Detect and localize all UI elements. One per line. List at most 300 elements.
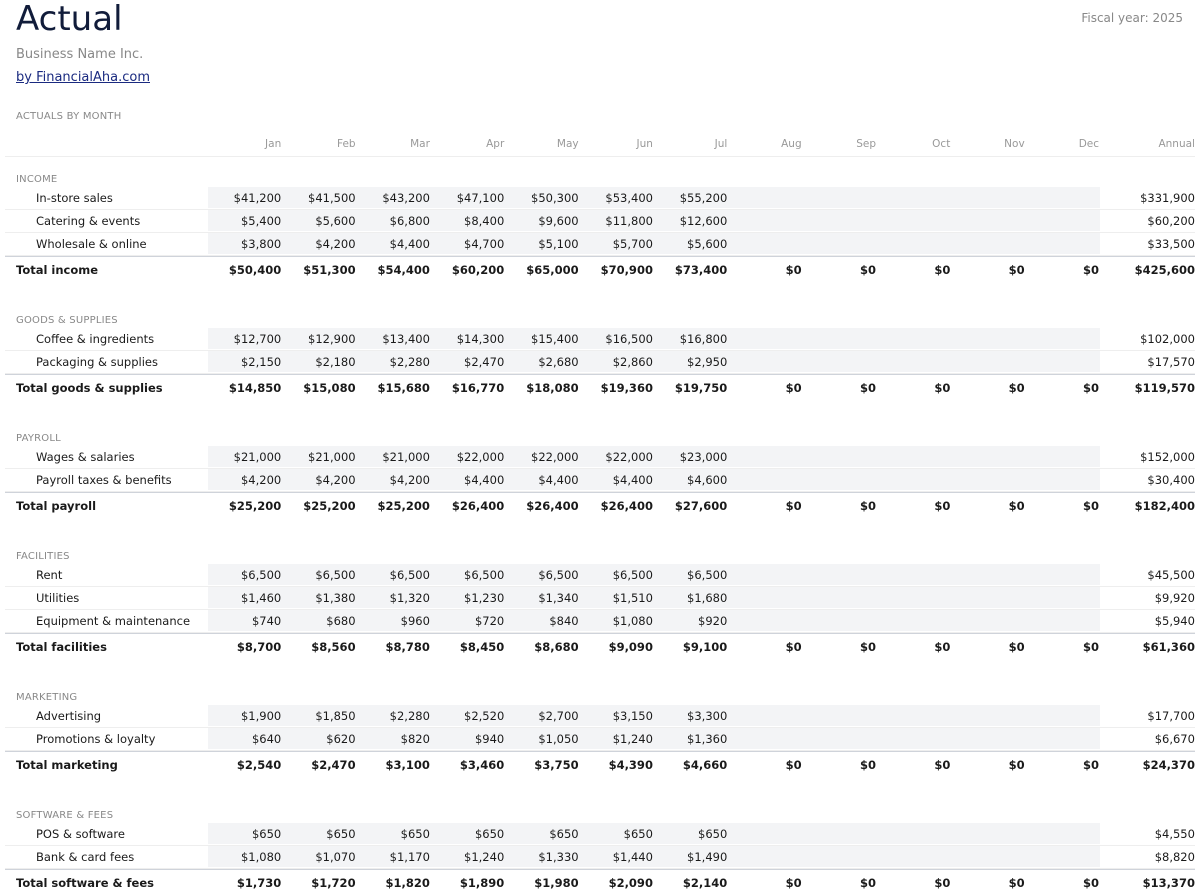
row-label: Packaging & supplies xyxy=(36,355,158,369)
value-cell[interactable] xyxy=(877,210,951,232)
column-header-nov: Nov xyxy=(1004,138,1025,150)
value-cell[interactable]: $4,400 xyxy=(431,469,505,491)
value-cell[interactable] xyxy=(877,823,951,845)
value-cell[interactable]: $6,500 xyxy=(580,564,654,586)
total-value-cell: $2,090 xyxy=(608,876,653,890)
column-header-oct: Oct xyxy=(932,138,951,150)
total-value-cell: $0 xyxy=(859,876,876,890)
fiscal-year-label: Fiscal year: 2025 xyxy=(1081,11,1183,25)
value-cell[interactable] xyxy=(803,446,877,468)
value-cell[interactable]: $1,900 xyxy=(208,705,282,727)
value-cell[interactable]: $6,800 xyxy=(357,210,431,232)
value-cell[interactable] xyxy=(728,351,802,373)
value-cell[interactable]: $5,600 xyxy=(654,233,728,255)
total-value-cell: $25,200 xyxy=(377,499,430,513)
annual-cell: $9,920 xyxy=(1154,590,1195,605)
value-cell[interactable]: $53,400 xyxy=(580,187,654,209)
value-cell[interactable]: $1,330 xyxy=(505,846,579,868)
annual-cell: $102,000 xyxy=(1140,331,1195,346)
total-value-cell: $3,460 xyxy=(459,758,505,772)
value-cell[interactable]: $41,200 xyxy=(208,187,282,209)
annual-cell: $17,570 xyxy=(1147,354,1195,369)
column-header-jun: Jun xyxy=(636,138,653,150)
value-cell[interactable]: $1,320 xyxy=(357,587,431,609)
value-cell[interactable] xyxy=(728,446,802,468)
value-cell[interactable]: $4,400 xyxy=(357,233,431,255)
value-cell[interactable] xyxy=(877,564,951,586)
total-label: Total income xyxy=(16,262,99,277)
value-cell[interactable] xyxy=(951,587,1025,609)
total-value-cell: $70,900 xyxy=(600,263,653,277)
value-cell[interactable]: $1,170 xyxy=(357,846,431,868)
group-heading-row xyxy=(5,793,1195,823)
value-cell[interactable]: $6,500 xyxy=(357,564,431,586)
column-header-may: May xyxy=(556,138,579,150)
value-cell[interactable]: $12,600 xyxy=(654,210,728,232)
total-annual-cell: $24,370 xyxy=(1142,757,1195,772)
total-value-cell: $0 xyxy=(1083,640,1100,654)
column-header-sep: Sep xyxy=(856,138,876,150)
value-cell[interactable]: $3,300 xyxy=(654,705,728,727)
annual-cell: $331,900 xyxy=(1140,190,1195,205)
value-cell[interactable]: $14,300 xyxy=(431,328,505,350)
total-value-cell: $14,850 xyxy=(228,381,282,395)
value-cell[interactable] xyxy=(1026,446,1100,468)
value-cell[interactable]: $920 xyxy=(654,610,728,632)
table-row xyxy=(5,564,1195,587)
value-cell[interactable] xyxy=(1026,728,1100,750)
annual-cell: $152,000 xyxy=(1140,449,1195,464)
value-cell[interactable] xyxy=(728,587,802,609)
value-cell[interactable]: $2,700 xyxy=(505,705,579,727)
total-annual-cell: $119,570 xyxy=(1134,380,1195,395)
total-value-cell: $16,770 xyxy=(451,381,505,395)
value-cell[interactable]: $680 xyxy=(282,610,356,632)
value-cell[interactable] xyxy=(803,187,877,209)
total-value-cell: $26,400 xyxy=(600,499,653,513)
value-cell[interactable] xyxy=(877,728,951,750)
total-value-cell: $4,390 xyxy=(608,758,653,772)
value-cell[interactable]: $13,400 xyxy=(357,328,431,350)
value-cell[interactable] xyxy=(877,846,951,868)
value-cell[interactable]: $12,700 xyxy=(208,328,282,350)
value-cell[interactable]: $1,490 xyxy=(654,846,728,868)
value-cell[interactable]: $2,280 xyxy=(357,351,431,373)
value-cell[interactable] xyxy=(803,823,877,845)
total-row xyxy=(5,869,1195,895)
value-cell[interactable]: $640 xyxy=(208,728,282,750)
table-row xyxy=(5,846,1195,869)
row-label: Advertising xyxy=(36,709,102,723)
total-value-cell: $0 xyxy=(934,263,951,277)
value-cell[interactable]: $6,500 xyxy=(431,564,505,586)
value-cell[interactable] xyxy=(877,233,951,255)
row-label: Wholesale & online xyxy=(36,237,147,251)
total-value-cell: $0 xyxy=(859,381,876,395)
value-cell[interactable]: $650 xyxy=(357,823,431,845)
section-spacer xyxy=(5,659,1195,675)
value-cell[interactable]: $1,460 xyxy=(208,587,282,609)
value-cell[interactable]: $940 xyxy=(431,728,505,750)
group-heading: GOODS & SUPPLIES xyxy=(16,315,118,326)
value-cell[interactable] xyxy=(951,610,1025,632)
value-cell[interactable]: $2,520 xyxy=(431,705,505,727)
value-cell[interactable]: $4,700 xyxy=(431,233,505,255)
annual-cell: $5,940 xyxy=(1154,613,1195,628)
value-cell[interactable] xyxy=(1026,705,1100,727)
value-cell[interactable] xyxy=(877,446,951,468)
value-cell[interactable]: $650 xyxy=(580,823,654,845)
value-cell[interactable]: $4,400 xyxy=(580,469,654,491)
total-value-cell: $1,820 xyxy=(385,876,430,890)
table-row xyxy=(5,610,1195,633)
value-cell[interactable]: $1,440 xyxy=(580,846,654,868)
total-annual-cell: $61,360 xyxy=(1142,639,1195,654)
value-cell[interactable]: $22,000 xyxy=(431,446,505,468)
value-cell[interactable]: $2,150 xyxy=(208,351,282,373)
value-cell[interactable] xyxy=(728,210,802,232)
total-annual-cell: $182,400 xyxy=(1134,498,1195,513)
annual-cell: $33,500 xyxy=(1147,236,1195,251)
value-cell[interactable]: $1,380 xyxy=(282,587,356,609)
value-cell[interactable]: $1,230 xyxy=(431,587,505,609)
value-cell[interactable] xyxy=(951,705,1025,727)
value-cell[interactable] xyxy=(1026,351,1100,373)
total-value-cell: $8,450 xyxy=(459,640,505,654)
table-row xyxy=(5,587,1195,610)
value-cell[interactable]: $11,800 xyxy=(580,210,654,232)
value-cell[interactable]: $2,860 xyxy=(580,351,654,373)
group-heading-row xyxy=(5,416,1195,446)
value-cell[interactable]: $4,600 xyxy=(654,469,728,491)
value-cell[interactable] xyxy=(951,728,1025,750)
business-name: Business Name Inc. xyxy=(16,47,144,62)
value-cell[interactable]: $47,100 xyxy=(431,187,505,209)
value-cell[interactable]: $620 xyxy=(282,728,356,750)
value-cell[interactable]: $650 xyxy=(208,823,282,845)
row-label: Rent xyxy=(36,568,63,582)
value-cell[interactable]: $960 xyxy=(357,610,431,632)
value-cell[interactable] xyxy=(803,233,877,255)
value-cell[interactable] xyxy=(803,846,877,868)
value-cell[interactable]: $22,000 xyxy=(505,446,579,468)
value-cell[interactable]: $4,200 xyxy=(282,469,356,491)
value-cell[interactable] xyxy=(803,587,877,609)
total-value-cell: $3,100 xyxy=(385,758,430,772)
value-cell[interactable]: $4,200 xyxy=(357,469,431,491)
total-annual-cell: $13,370 xyxy=(1142,875,1195,890)
value-cell[interactable]: $22,000 xyxy=(580,446,654,468)
total-value-cell: $0 xyxy=(785,499,802,513)
value-cell[interactable] xyxy=(877,351,951,373)
value-cell[interactable] xyxy=(1026,846,1100,868)
total-value-cell: $0 xyxy=(785,758,802,772)
total-annual-cell: $425,600 xyxy=(1134,262,1195,277)
value-cell[interactable]: $43,200 xyxy=(357,187,431,209)
total-value-cell: $15,080 xyxy=(303,381,356,395)
total-value-cell: $0 xyxy=(859,640,876,654)
value-cell[interactable] xyxy=(951,446,1025,468)
total-value-cell: $25,200 xyxy=(228,499,282,513)
total-value-cell: $0 xyxy=(1008,758,1025,772)
value-cell[interactable] xyxy=(1026,564,1100,586)
value-cell[interactable]: $2,280 xyxy=(357,705,431,727)
value-cell[interactable] xyxy=(728,328,802,350)
value-cell[interactable]: $650 xyxy=(431,823,505,845)
total-value-cell: $50,400 xyxy=(228,263,282,277)
annual-cell: $45,500 xyxy=(1147,567,1195,582)
value-cell[interactable] xyxy=(1026,610,1100,632)
total-value-cell: $9,090 xyxy=(608,640,653,654)
value-cell[interactable]: $3,150 xyxy=(580,705,654,727)
value-cell[interactable] xyxy=(877,328,951,350)
value-cell[interactable] xyxy=(951,469,1025,491)
value-cell[interactable] xyxy=(803,564,877,586)
value-cell[interactable]: $840 xyxy=(505,610,579,632)
total-row xyxy=(5,633,1195,659)
value-cell[interactable]: $16,500 xyxy=(580,328,654,350)
total-value-cell: $0 xyxy=(934,876,951,890)
value-cell[interactable] xyxy=(1026,328,1100,350)
value-cell[interactable]: $2,950 xyxy=(654,351,728,373)
column-header-feb: Feb xyxy=(336,138,356,150)
value-cell[interactable] xyxy=(877,705,951,727)
value-cell[interactable] xyxy=(951,328,1025,350)
value-cell[interactable] xyxy=(951,210,1025,232)
total-value-cell: $0 xyxy=(785,640,802,654)
value-cell[interactable] xyxy=(803,728,877,750)
table-row xyxy=(5,446,1195,469)
total-value-cell: $2,540 xyxy=(236,758,282,772)
value-cell[interactable] xyxy=(728,823,802,845)
column-header-jul: Jul xyxy=(714,138,728,150)
total-value-cell: $2,140 xyxy=(682,876,728,890)
section-spacer xyxy=(5,282,1195,298)
value-cell[interactable] xyxy=(877,187,951,209)
value-cell[interactable]: $9,600 xyxy=(505,210,579,232)
value-cell[interactable]: $5,700 xyxy=(580,233,654,255)
total-value-cell: $26,400 xyxy=(451,499,505,513)
total-row xyxy=(5,374,1195,400)
value-cell[interactable] xyxy=(1026,187,1100,209)
total-value-cell: $8,700 xyxy=(236,640,282,654)
group-heading: PAYROLL xyxy=(16,433,61,444)
annual-cell: $8,820 xyxy=(1154,849,1195,864)
value-cell[interactable]: $6,500 xyxy=(282,564,356,586)
value-cell[interactable]: $50,300 xyxy=(505,187,579,209)
value-cell[interactable]: $4,400 xyxy=(505,469,579,491)
total-value-cell: $0 xyxy=(1083,263,1100,277)
row-label: Catering & events xyxy=(36,214,141,228)
value-cell[interactable] xyxy=(1026,210,1100,232)
column-header-annual: Annual xyxy=(1158,137,1195,150)
total-value-cell: $54,400 xyxy=(377,263,430,277)
value-cell[interactable] xyxy=(803,328,877,350)
value-cell[interactable] xyxy=(951,823,1025,845)
total-value-cell: $2,470 xyxy=(311,758,356,772)
row-label: Equipment & maintenance xyxy=(36,614,191,628)
total-row xyxy=(5,256,1195,282)
total-value-cell: $0 xyxy=(1008,499,1025,513)
total-value-cell: $25,200 xyxy=(303,499,356,513)
value-cell[interactable] xyxy=(1026,587,1100,609)
value-cell[interactable]: $15,400 xyxy=(505,328,579,350)
value-cell[interactable]: $6,500 xyxy=(505,564,579,586)
value-cell[interactable]: $650 xyxy=(654,823,728,845)
table-row xyxy=(5,351,1195,374)
annual-cell: $4,550 xyxy=(1154,826,1195,841)
group-heading: INCOME xyxy=(16,174,58,185)
total-value-cell: $26,400 xyxy=(526,499,579,513)
value-cell[interactable]: $12,900 xyxy=(282,328,356,350)
total-value-cell: $8,560 xyxy=(311,640,356,654)
row-label: Utilities xyxy=(36,591,80,605)
annual-cell: $30,400 xyxy=(1147,472,1195,487)
column-header-jan: Jan xyxy=(265,138,282,150)
total-value-cell: $0 xyxy=(859,263,876,277)
total-value-cell: $0 xyxy=(1008,876,1025,890)
value-cell[interactable]: $21,000 xyxy=(208,446,282,468)
row-label: Payroll taxes & benefits xyxy=(36,473,172,487)
value-cell[interactable]: $1,050 xyxy=(505,728,579,750)
total-value-cell: $0 xyxy=(1083,876,1100,890)
value-cell[interactable]: $1,360 xyxy=(654,728,728,750)
total-value-cell: $0 xyxy=(859,758,876,772)
value-cell[interactable]: $2,470 xyxy=(431,351,505,373)
value-cell[interactable] xyxy=(728,705,802,727)
value-cell[interactable]: $2,680 xyxy=(505,351,579,373)
page-title: Actual xyxy=(16,0,123,39)
value-cell[interactable] xyxy=(877,469,951,491)
total-value-cell: $19,360 xyxy=(600,381,653,395)
value-cell[interactable]: $5,100 xyxy=(505,233,579,255)
value-cell[interactable] xyxy=(1026,233,1100,255)
value-cell[interactable]: $4,200 xyxy=(282,233,356,255)
value-cell[interactable]: $6,500 xyxy=(208,564,282,586)
total-value-cell: $3,750 xyxy=(534,758,579,772)
value-cell[interactable] xyxy=(803,469,877,491)
value-cell[interactable] xyxy=(803,210,877,232)
value-cell[interactable]: $1,850 xyxy=(282,705,356,727)
value-cell[interactable]: $21,000 xyxy=(357,446,431,468)
total-value-cell: $0 xyxy=(785,381,802,395)
column-header-dec: Dec xyxy=(1078,138,1100,150)
group-heading-row xyxy=(5,534,1195,564)
value-cell[interactable] xyxy=(728,233,802,255)
value-cell[interactable]: $8,400 xyxy=(431,210,505,232)
value-cell[interactable]: $650 xyxy=(505,823,579,845)
total-value-cell: $0 xyxy=(1083,499,1100,513)
table-row xyxy=(5,705,1195,728)
value-cell[interactable]: $1,080 xyxy=(208,846,282,868)
total-label: Total payroll xyxy=(16,498,97,513)
total-value-cell: $8,780 xyxy=(385,640,430,654)
section-heading: ACTUALS BY MONTH xyxy=(16,111,122,122)
value-cell[interactable] xyxy=(728,610,802,632)
value-cell[interactable]: $6,500 xyxy=(654,564,728,586)
total-row xyxy=(5,492,1195,518)
total-value-cell: $15,680 xyxy=(377,381,430,395)
value-cell[interactable] xyxy=(951,187,1025,209)
value-cell[interactable] xyxy=(803,351,877,373)
group-heading-row xyxy=(5,675,1195,705)
row-label: Promotions & loyalty xyxy=(36,732,156,746)
total-value-cell: $0 xyxy=(1008,263,1025,277)
value-cell[interactable]: $1,340 xyxy=(505,587,579,609)
total-value-cell: $0 xyxy=(785,876,802,890)
value-cell[interactable]: $5,400 xyxy=(208,210,282,232)
value-cell[interactable]: $3,800 xyxy=(208,233,282,255)
value-cell[interactable]: $720 xyxy=(431,610,505,632)
value-cell[interactable]: $21,000 xyxy=(282,446,356,468)
total-value-cell: $4,660 xyxy=(682,758,728,772)
value-cell[interactable]: $5,600 xyxy=(282,210,356,232)
value-cell[interactable] xyxy=(803,610,877,632)
value-cell[interactable]: $1,680 xyxy=(654,587,728,609)
value-cell[interactable]: $650 xyxy=(282,823,356,845)
value-cell[interactable] xyxy=(728,564,802,586)
total-value-cell: $0 xyxy=(1083,381,1100,395)
value-cell[interactable]: $1,080 xyxy=(580,610,654,632)
value-cell[interactable] xyxy=(803,705,877,727)
value-cell[interactable] xyxy=(1026,469,1100,491)
total-value-cell: $0 xyxy=(1008,381,1025,395)
value-cell[interactable] xyxy=(951,846,1025,868)
financialaha-link[interactable]: by FinancialAha.com xyxy=(16,70,150,85)
group-heading: MARKETING xyxy=(16,692,78,703)
section-spacer xyxy=(5,777,1195,793)
value-cell[interactable] xyxy=(728,469,802,491)
value-cell[interactable]: $740 xyxy=(208,610,282,632)
column-header-mar: Mar xyxy=(410,138,430,150)
value-cell[interactable] xyxy=(951,233,1025,255)
section-spacer xyxy=(5,518,1195,534)
section-spacer xyxy=(5,400,1195,416)
value-cell[interactable] xyxy=(877,610,951,632)
value-cell[interactable]: $41,500 xyxy=(282,187,356,209)
table-row xyxy=(5,210,1195,233)
value-cell[interactable]: $1,240 xyxy=(580,728,654,750)
value-cell[interactable]: $55,200 xyxy=(654,187,728,209)
total-label: Total goods & supplies xyxy=(16,380,163,395)
value-cell[interactable]: $1,070 xyxy=(282,846,356,868)
value-cell[interactable] xyxy=(1026,823,1100,845)
column-header-aug: Aug xyxy=(781,138,802,150)
value-cell[interactable] xyxy=(728,728,802,750)
total-value-cell: $0 xyxy=(934,381,951,395)
value-cell[interactable]: $1,510 xyxy=(580,587,654,609)
value-cell[interactable]: $820 xyxy=(357,728,431,750)
value-cell[interactable] xyxy=(728,187,802,209)
row-label: Coffee & ingredients xyxy=(36,332,155,346)
value-cell[interactable]: $2,180 xyxy=(282,351,356,373)
value-cell[interactable]: $1,240 xyxy=(431,846,505,868)
annual-cell: $17,700 xyxy=(1147,708,1195,723)
table-row xyxy=(5,233,1195,256)
value-cell[interactable]: $23,000 xyxy=(654,446,728,468)
value-cell[interactable] xyxy=(728,846,802,868)
value-cell[interactable] xyxy=(877,587,951,609)
value-cell[interactable] xyxy=(951,351,1025,373)
value-cell[interactable]: $16,800 xyxy=(654,328,728,350)
table-header-row xyxy=(5,131,1195,157)
value-cell[interactable]: $4,200 xyxy=(208,469,282,491)
total-value-cell: $9,100 xyxy=(682,640,728,654)
row-label: In-store sales xyxy=(36,191,113,205)
value-cell[interactable] xyxy=(951,564,1025,586)
table-row xyxy=(5,187,1195,210)
group-heading-row xyxy=(5,298,1195,328)
